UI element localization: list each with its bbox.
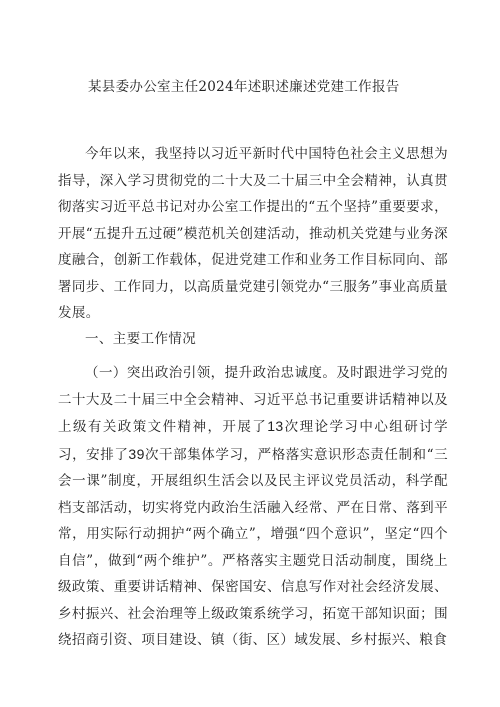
section1-count-study: 13 [267,418,284,434]
section1-count-group: 39 [128,445,145,462]
section1-body [58,360,448,654]
section1-paragraph [58,360,448,654]
section1-text-part3: 次干部集体学习，严格落实意识形态责任制和“三会一课”制度，开展组织生活会以及民主评议党员活动，科学配档支部活动，切实将党内政治生活融入经常、严在日常、落到平常，用实际行动拥护“两个确立”，增强“四个意识”，坚定“四个自信”，做到“两个维护”。严格落实主题党日活动制度，围绕上级政策、重要讲话精神、保密国安、信息写作对社会经济发展、乡村振兴、社会治理等上级政策系统学习，拓宽干部知识面；围绕招商引资、项目建设、镇（街、区）域发展、乡村振兴、粮食 [58,446,449,648]
document-title: 某县委办公室主任2024年述职述廉述党建工作报告 [88,79,400,95]
section1-text-part2: 次理论学习中心组研讨学习，安排了 [58,419,448,463]
section-heading: 一、主要工作情况 [85,331,197,347]
intro-paragraph: 今年以来，我坚持以习近平新时代中国特色社会主义思想为指导，深入学习贯彻党的二十大及二十届三中全会精神，认真贯彻落实习近平总书记对办公室工作提出的“五个坚持”重要要求，开展“五提升五过硬”模范机关创建活动，推动机关党建与业务深度融合，创新工作载体，促进党建工作和业务工作目标同向、部署同步、工作同力，以高质量党建引领党办“三服务”事业高质量发展。 [58,146,448,321]
section1-text-part1: （一）突出政治引领，提升政治忠诚度。及时跟进学习党的二十大及二十届三中全会精神、习近平总书记重要讲话精神以及上级有关政策文件精神，开展了 [58,365,448,435]
intro-section [58,141,448,327]
